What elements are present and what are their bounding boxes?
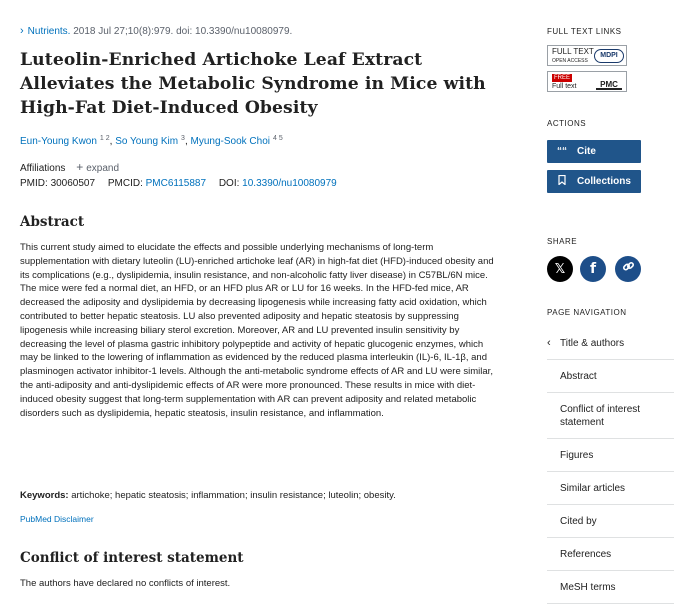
keywords-label: Keywords: xyxy=(20,490,69,501)
doi-link[interactable]: 10.3390/nu10080979 xyxy=(242,178,337,189)
plus-icon: + xyxy=(76,160,84,174)
affiliations-label: Affiliations xyxy=(20,163,66,174)
nav-figures[interactable]: Figures xyxy=(547,439,674,472)
nav-similar-articles[interactable]: Similar articles xyxy=(547,472,674,505)
actions-heading: ACTIONS xyxy=(547,119,587,128)
nav-mesh-terms[interactable]: MeSH terms xyxy=(547,571,674,604)
author-list: Eun-Young Kwon $^{1 2}$, So Young Kim $^3$, Myung-Sook Choi $^{4 5}$ xyxy=(20,135,283,147)
nav-conflict-of-interest[interactable]: Conflict of interest statement xyxy=(547,393,674,439)
expand-affiliations-button[interactable]: + expand xyxy=(76,160,120,174)
citation-details: 2018 Jul 27;10(8):979. doi: 10.3390/nu10080979. xyxy=(73,26,293,37)
page-navigation-list xyxy=(547,327,674,604)
keywords xyxy=(20,490,502,501)
pmcid-label: PMCID: xyxy=(107,178,143,189)
author-affil-ref[interactable]: 4 5 xyxy=(273,135,283,142)
abstract-heading: Abstract xyxy=(20,214,85,230)
pubmed-disclaimer-link[interactable]: PubMed Disclaimer xyxy=(20,514,94,524)
cite-button[interactable]: ““ Cite xyxy=(547,140,641,163)
share-facebook-button[interactable] xyxy=(580,256,606,282)
keywords-list: artichoke; hepatic steatosis; inflammation; insulin resistance; luteolin; obesity. xyxy=(71,490,396,501)
chevron-left-icon: ‹ xyxy=(547,336,551,349)
identifiers-row xyxy=(20,178,337,189)
pmc-full-text-link[interactable]: FREE Full text PMC xyxy=(547,71,627,92)
collections-button[interactable]: Collections xyxy=(547,170,641,193)
coi-heading: Conflict of interest statement xyxy=(20,550,244,566)
author-link[interactable]: Myung-Sook Choi xyxy=(190,136,270,147)
author-affil-ref[interactable]: 3 xyxy=(181,135,185,142)
share-heading: SHARE xyxy=(547,237,578,246)
x-icon: 𝕏 xyxy=(554,261,566,277)
pmid-value: 30060507 xyxy=(50,178,96,189)
journal-link[interactable]: Nutrients. xyxy=(27,26,71,37)
abstract-text: This current study aimed to elucidate the effects and possible underlying mechanisms of long-term supplementation with dietary luteolin (LU)-enriched artichoke leaf (AR) in high-fat diet (HFD)-induced obesity and its complications (e.g., dyslipidemia, insulin resistance, and non-alcoholic fatty liver disease) in C57BL/6N mice. The mice were fed a normal diet, an HFD, or an HFD plus AR or LU for 16 weeks. In the HFD-fed mice, AR decreased the adiposity and dyslipidemia by decreasing lipogenesis while increasing fatty acid oxidation, which contributed to better hepatic steatosis. LU also prevented adiposity and hepatic steatosis by suppressing lipogenesis while increasing biliary sterol excretion. Moreover, AR and LU prevented insulin sensitivity by decreasing the level of plasma gastric inhibitory polypeptide and activity of hepatic glucogenic enzymes, which may be linked to the lowering of inflammation as evidenced by the reduced plasma interleukin (IL)-6, IL-1β, and plasminogen activator inhibitor-1 levels. Although the anti-metabolic syndrome effects of AR and LU were similar, the anti-adiposity and anti-dyslipidemic effects of AR were more pronounced. These results in mice with diet-induced obesity suggest that long-term supplementation with AR can prevent adiposity and related metabolic disorders such as dyslipidemia, hepatic steatosis, insulin resistance, and inflammation. xyxy=(20,242,494,419)
article-title: Luteolin-Enriched Artichoke Leaf Extract Alleviates the Metabolic Syndrome in Mice with High-Fat Diet-Induced Obesity xyxy=(20,50,486,118)
author-link[interactable]: So Young Kim xyxy=(115,136,179,147)
bookmark-icon xyxy=(547,175,577,188)
pmcid-link[interactable]: PMC6115887 xyxy=(145,178,207,189)
pmid-label: PMID: xyxy=(20,178,48,189)
pmc-logo-icon: PMC xyxy=(596,74,622,90)
full-text-links-heading: FULL TEXT LINKS xyxy=(547,27,622,36)
share-x-button[interactable] xyxy=(547,256,573,282)
facebook-icon: f xyxy=(589,261,597,277)
nav-cited-by[interactable]: Cited by xyxy=(547,505,674,538)
coi-text: The authors have declared no conflicts of interest. xyxy=(20,578,231,589)
author-affil-ref[interactable]: 1 2 xyxy=(99,135,110,142)
link-icon xyxy=(622,260,635,278)
nav-references[interactable]: References xyxy=(547,538,674,571)
mdpi-full-text-link[interactable]: FULL TEXT OPEN ACCESS MDPI xyxy=(547,45,627,66)
citation-line xyxy=(20,25,292,37)
doi-label: DOI: xyxy=(218,178,240,189)
mdpi-logo-icon: MDPI xyxy=(594,49,624,63)
author-link[interactable]: Eun-Young Kwon xyxy=(20,136,97,147)
affiliations-row xyxy=(20,160,119,174)
copy-link-button[interactable] xyxy=(615,256,641,282)
nav-abstract[interactable]: Abstract xyxy=(547,360,674,393)
page-navigation-heading: PAGE NAVIGATION xyxy=(547,308,627,317)
chevron-right-icon: › xyxy=(20,25,24,37)
nav-title-authors[interactable]: ‹ Title & authors xyxy=(547,327,674,360)
quote-icon: ““ xyxy=(557,146,567,157)
